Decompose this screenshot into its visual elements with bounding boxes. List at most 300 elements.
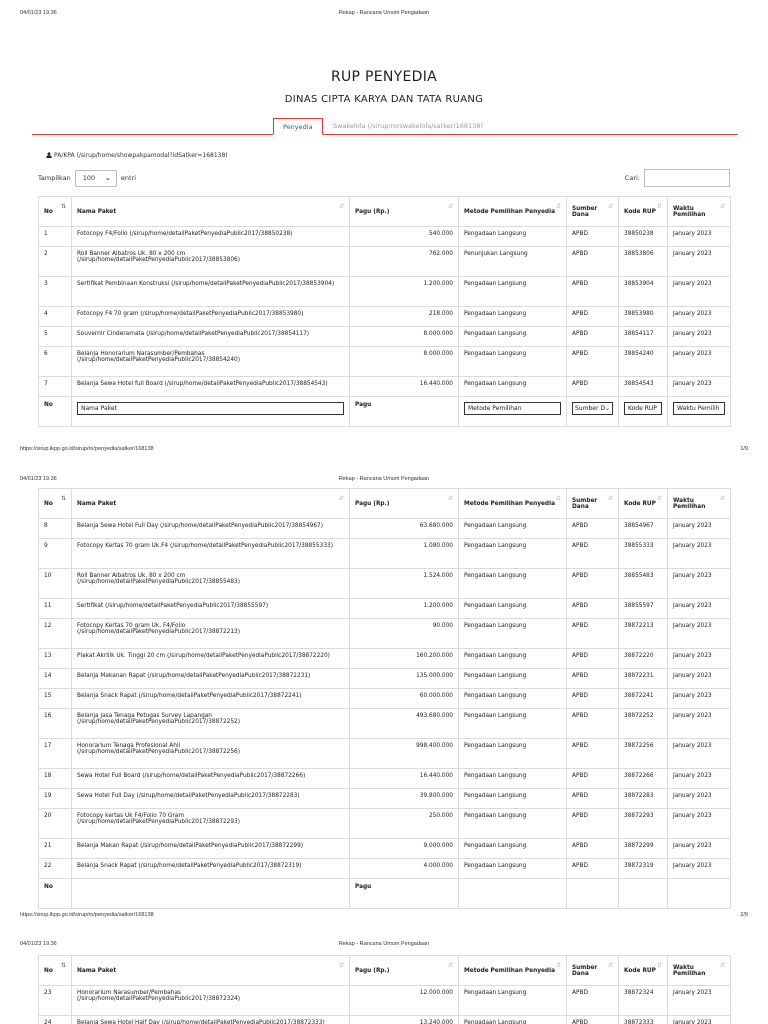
header-label: Sumber Dana (572, 205, 598, 218)
print-page-number: 2/9 (740, 912, 748, 918)
row-pagu: 12.000.000 (350, 986, 459, 1016)
row-no: 1 (39, 227, 72, 247)
row-pagu: 998.400.000 (350, 739, 459, 769)
row-no: 7 (39, 377, 72, 397)
row-no: 3 (39, 277, 72, 307)
row-pagu: 160.200.000 (350, 649, 459, 669)
header-label: Pagu (Rp.) (355, 208, 390, 215)
entries-select-value: 100 (82, 173, 96, 182)
header-col-waktu[interactable] (668, 489, 731, 519)
row-waktu: January 2023 (668, 649, 731, 669)
row-nama-paket[interactable]: Sewa Hotel Full Day (/sirup/home/detailPaketPenyediaPublic2017/38872283) (72, 789, 350, 809)
row-sumber-dana: APBD (567, 327, 619, 347)
row-waktu: January 2023 (668, 619, 731, 649)
row-nama-paket[interactable]: Belanja Sewa Hotel Full Day (/sirup/home/detailPaketPenyediaPublic2017/38854967) (72, 519, 350, 539)
table-row (39, 519, 731, 539)
footer-no-label: No (39, 879, 72, 909)
row-pagu: 9.000.000 (350, 839, 459, 859)
table-row (39, 859, 731, 879)
row-metode: Pengadaan Langsung (459, 569, 567, 599)
row-metode: Pengadaan Langsung (459, 619, 567, 649)
row-nama-paket[interactable]: Sewa Hotel Full Board (/sirup/home/detailPaketPenyediaPublic2017/38872266) (72, 769, 350, 789)
row-pagu: 250.000 (350, 809, 459, 839)
row-waktu: January 2023 (668, 739, 731, 769)
row-metode: Penunjukan Langsung (459, 247, 567, 277)
row-pagu: 493.680.000 (350, 709, 459, 739)
entries-length-control (38, 169, 136, 187)
row-kode-rup: 38853980 (619, 307, 668, 327)
filter-metode-input[interactable]: Metode Pemilihan (464, 402, 561, 415)
table-row (39, 277, 731, 307)
table-row (39, 709, 731, 739)
pa-kpa-label: PA/KPA (/sirup/home/showpakpamodal?idSatker=168138) (54, 152, 228, 159)
row-sumber-dana: APBD (567, 347, 619, 377)
sort-icon: ⇵ (656, 203, 662, 210)
row-waktu: January 2023 (668, 247, 731, 277)
header-label: Nama Paket (77, 208, 117, 215)
sort-icon: ⇵ (555, 495, 561, 502)
header-label: Sumber Dana (572, 497, 598, 510)
table-row (39, 327, 731, 347)
sort-icon: ⇵ (607, 962, 613, 969)
row-no: 13 (39, 649, 72, 669)
table-row (39, 247, 731, 277)
table-header-row (39, 197, 731, 227)
row-metode: Pengadaan Langsung (459, 709, 567, 739)
row-sumber-dana: APBD (567, 569, 619, 599)
filter-nama-input[interactable]: Nama Paket (77, 402, 344, 415)
row-pagu: 16.440.000 (350, 769, 459, 789)
table-row (39, 539, 731, 569)
header-col-kode-rup[interactable] (619, 197, 668, 227)
search-input[interactable] (644, 169, 730, 187)
row-kode-rup: 38854117 (619, 327, 668, 347)
table-row (39, 569, 731, 599)
row-sumber-dana: APBD (567, 599, 619, 619)
table-row (39, 789, 731, 809)
row-kode-rup: 38854967 (619, 519, 668, 539)
row-sumber-dana: APBD (567, 809, 619, 839)
row-sumber-dana: APBD (567, 539, 619, 569)
sort-icon: ⇵ (656, 962, 662, 969)
row-waktu: January 2023 (668, 859, 731, 879)
header-col-pagu[interactable] (350, 956, 459, 986)
row-pagu: 1.200.000 (350, 599, 459, 619)
sort-icon: ⇵ (555, 203, 561, 210)
row-metode: Pengadaan Langsung (459, 377, 567, 397)
print-doc-title: Rekap - Rancana Umum Pengadaan (338, 476, 430, 482)
row-pagu: 218.000 (350, 307, 459, 327)
row-waktu: January 2023 (668, 669, 731, 689)
row-sumber-dana: APBD (567, 839, 619, 859)
sort-icon: ⇅ (60, 495, 66, 502)
header-label: No (44, 967, 53, 974)
row-kode-rup: 38853904 (619, 277, 668, 307)
sort-icon: ⇵ (656, 495, 662, 502)
header-label: No (44, 208, 53, 215)
row-pagu: 135.000.000 (350, 669, 459, 689)
sort-icon: ⇵ (338, 495, 344, 502)
row-waktu: January 2023 (668, 539, 731, 569)
row-kode-rup: 38872252 (619, 709, 668, 739)
row-kode-rup: 38855333 (619, 539, 668, 569)
row-kode-rup: 38854543 (619, 377, 668, 397)
row-sumber-dana: APBD (567, 227, 619, 247)
row-nama-paket[interactable]: Belanja Jasa Tenaga Petugas Survey Lapangan (/sirup/home/detailPaketPenyediaPublic2017/38872252) (72, 709, 350, 739)
header-label: Metode Pemilihan Penyedia (464, 500, 555, 507)
row-nama-paket[interactable]: Plakat Akrilik Uk. Tinggi 20 cm (/sirup/home/detailPaketPenyediaPublic2017/38872220) (72, 649, 350, 669)
print-doc-title: Rekap - Rancana Umum Pengadaan (338, 941, 430, 947)
sort-icon: ⇵ (607, 495, 613, 502)
row-no: 17 (39, 739, 72, 769)
table-row (39, 809, 731, 839)
row-waktu: January 2023 (668, 769, 731, 789)
print-url: https://sirup.lkpp.go.id/sirup/ro/penyedia/satker/168138 (20, 912, 154, 918)
row-waktu: January 2023 (668, 327, 731, 347)
row-nama-paket[interactable]: Roll Banner Albatros Uk. 80 x 200 cm (/sirup/home/detailPaketPenyediaPublic2017/38853806) (72, 247, 350, 277)
row-kode-rup: 38872241 (619, 689, 668, 709)
entries-select[interactable] (75, 170, 117, 187)
row-kode-rup: 38872333 (619, 1016, 668, 1024)
row-nama-paket[interactable]: Belanja Makanan Rapat (/sirup/home/detailPaketPenyediaPublic2017/38872231) (72, 669, 350, 689)
row-no: 14 (39, 669, 72, 689)
row-metode: Pengadaan Langsung (459, 347, 567, 377)
row-no: 4 (39, 307, 72, 327)
header-label: Pagu (Rp.) (355, 500, 390, 507)
row-no: 23 (39, 986, 72, 1016)
print-datetime: 04/01/23 19.36 (20, 10, 57, 16)
row-waktu: January 2023 (668, 377, 731, 397)
row-pagu: 8.000.000 (350, 327, 459, 347)
header-label: Kode RUP (624, 208, 656, 215)
table-row (39, 307, 731, 327)
header-label: Waktu Pemilihan (673, 497, 706, 510)
row-waktu: January 2023 (668, 347, 731, 377)
header-col-kode-rup[interactable] (619, 956, 668, 986)
chevron-down-icon: ⌄ (104, 173, 111, 182)
header-col-pagu[interactable] (350, 197, 459, 227)
header-label: Waktu Pemilihan (673, 964, 706, 977)
filter-kode-input[interactable]: Kode RUP (624, 402, 662, 415)
row-sumber-dana: APBD (567, 859, 619, 879)
row-nama-paket[interactable]: Belanja Snack Rapat (/sirup/home/detailPaketPenyediaPublic2017/38872319) (72, 859, 350, 879)
tab-swakelola[interactable]: Swakelola (/sirup/ro/swakelola/satker/168138) (333, 122, 483, 130)
sort-icon: ⇵ (447, 495, 453, 502)
page-title: RUP PENYEDIA (330, 69, 438, 85)
chevron-down-icon: ⌄ (604, 405, 610, 412)
header-label: Nama Paket (77, 500, 117, 507)
row-waktu: January 2023 (668, 227, 731, 247)
row-kode-rup: 38872319 (619, 859, 668, 879)
row-no: 24 (39, 1016, 72, 1024)
row-sumber-dana: APBD (567, 519, 619, 539)
row-no: 11 (39, 599, 72, 619)
row-metode: Pengadaan Langsung (459, 327, 567, 347)
row-waktu: January 2023 (668, 519, 731, 539)
row-pagu: 1.080.000 (350, 539, 459, 569)
sort-icon: ⇵ (447, 203, 453, 210)
row-nama-paket[interactable]: Belanja Sewa Hotel Half Day (/sirup/home/detailPaketPenyediaPublic2017/38872333) (72, 1016, 350, 1024)
row-nama-paket[interactable]: Roll Banner Albatros Uk. 80 x 200 cm (/sirup/home/detailPaketPenyediaPublic2017/38855483) (72, 569, 350, 599)
sort-icon: ⇵ (719, 962, 725, 969)
row-pagu: 1.200.000 (350, 277, 459, 307)
row-nama-paket[interactable]: Belanja Sewa Hotel full Board (/sirup/home/detailPaketPenyediaPublic2017/38854543) (72, 377, 350, 397)
row-waktu: January 2023 (668, 839, 731, 859)
row-kode-rup: 38872299 (619, 839, 668, 859)
row-waktu: January 2023 (668, 709, 731, 739)
filter-sumber-value: Sumber D (575, 405, 605, 412)
row-sumber-dana: APBD (567, 669, 619, 689)
table-row (39, 649, 731, 669)
row-waktu: January 2023 (668, 569, 731, 599)
table-row (39, 347, 731, 377)
sort-icon: ⇵ (719, 495, 725, 502)
row-waktu: January 2023 (668, 1016, 731, 1024)
row-pagu: 540.000 (350, 227, 459, 247)
row-metode: Pengadaan Langsung (459, 739, 567, 769)
row-metode: Pengadaan Langsung (459, 986, 567, 1016)
row-nama-paket[interactable]: Fotocopy F4/Folio (/sirup/home/detailPaketPenyediaPublic2017/38850238) (72, 227, 350, 247)
table-row (39, 839, 731, 859)
table-row (39, 769, 731, 789)
row-metode: Pengadaan Langsung (459, 689, 567, 709)
row-no: 6 (39, 347, 72, 377)
filter-no-label: No (39, 397, 72, 427)
table-body (39, 986, 731, 1024)
row-kode-rup: 38872256 (619, 739, 668, 769)
row-pagu: 8.000.000 (350, 347, 459, 377)
header-col-waktu[interactable] (668, 197, 731, 227)
header-col-no[interactable] (39, 197, 72, 227)
row-no: 22 (39, 859, 72, 879)
sort-icon: ⇵ (447, 962, 453, 969)
header-col-nama-paket[interactable] (72, 956, 350, 986)
header-col-metode[interactable] (459, 489, 567, 519)
row-nama-paket[interactable]: Fotocopy Kertas 70 gram Uk.F4 (/sirup/home/detailPaketPenyediaPublic2017/38855333) (72, 539, 350, 569)
search-label: Cari: (624, 174, 640, 182)
table-row (39, 619, 731, 649)
row-sumber-dana: APBD (567, 1016, 619, 1024)
row-kode-rup: 38853806 (619, 247, 668, 277)
row-waktu: January 2023 (668, 307, 731, 327)
header-col-sumber-dana[interactable] (567, 956, 619, 986)
row-sumber-dana: APBD (567, 769, 619, 789)
header-label: Kode RUP (624, 500, 656, 507)
package-table-page-2 (38, 488, 731, 909)
row-kode-rup: 38850238 (619, 227, 668, 247)
filter-row (39, 397, 731, 427)
header-col-waktu[interactable] (668, 956, 731, 986)
header-label: Metode Pemilihan Penyedia (464, 208, 555, 215)
print-datetime: 04/01/23 19.36 (20, 476, 57, 482)
row-waktu: January 2023 (668, 986, 731, 1016)
filter-waktu-input[interactable]: Waktu Pemilih (673, 402, 725, 415)
row-no: 20 (39, 809, 72, 839)
tab-penyedia[interactable]: Penyedia (273, 118, 323, 135)
header-col-metode[interactable] (459, 956, 567, 986)
sort-icon: ⇵ (338, 962, 344, 969)
header-label: Pagu (Rp.) (355, 967, 390, 974)
row-no: 12 (39, 619, 72, 649)
header-col-nama-paket[interactable] (72, 197, 350, 227)
sort-icon: ⇵ (719, 203, 725, 210)
show-suffix: entri (120, 174, 137, 182)
print-datetime: 04/01/23 19.36 (20, 941, 57, 947)
row-metode: Pengadaan Langsung (459, 227, 567, 247)
row-metode: Pengadaan Langsung (459, 839, 567, 859)
row-metode: Pengadaan Langsung (459, 277, 567, 307)
header-label: No (44, 500, 53, 507)
print-page-number: 1/9 (740, 446, 748, 452)
table-row (39, 739, 731, 769)
header-label: Kode RUP (624, 967, 656, 974)
row-nama-paket[interactable]: Souvernir Cinderamata (/sirup/home/detailPaketPenyediaPublic2017/38854117) (72, 327, 350, 347)
row-no: 15 (39, 689, 72, 709)
row-sumber-dana: APBD (567, 619, 619, 649)
show-prefix: Tampilkan (38, 174, 71, 182)
row-kode-rup: 38872231 (619, 669, 668, 689)
table-row (39, 986, 731, 1016)
sort-icon: ⇅ (60, 962, 66, 969)
print-url: https://sirup.lkpp.go.id/sirup/ro/penyedia/satker/168138 (20, 446, 154, 452)
row-metode: Pengadaan Langsung (459, 1016, 567, 1024)
row-no: 9 (39, 539, 72, 569)
row-waktu: January 2023 (668, 277, 731, 307)
row-nama-paket[interactable]: Fotocopy kertas Uk F4/Folio 70 Gram (/sirup/home/detailPaketPenyediaPublic2017/38872293) (72, 809, 350, 839)
row-kode-rup: 38872220 (619, 649, 668, 669)
header-col-no[interactable] (39, 956, 72, 986)
filter-sumber-select[interactable] (572, 402, 613, 415)
row-metode: Pengadaan Langsung (459, 769, 567, 789)
sort-icon: ⇵ (338, 203, 344, 210)
row-kode-rup: 38872283 (619, 789, 668, 809)
row-no: 21 (39, 839, 72, 859)
pa-kpa-link[interactable] (46, 152, 228, 159)
row-no: 10 (39, 569, 72, 599)
row-no: 5 (39, 327, 72, 347)
filter-pagu-label: Pagu (350, 397, 459, 427)
page-subtitle: DINAS CIPTA KARYA DAN TATA RUANG (284, 94, 484, 105)
row-no: 18 (39, 769, 72, 789)
row-pagu: 39.800.000 (350, 789, 459, 809)
row-nama-paket[interactable]: Belanja Snack Rapat (/sirup/home/detailPaketPenyediaPublic2017/38872241) (72, 689, 350, 709)
row-pagu: 1.524.000 (350, 569, 459, 599)
header-col-sumber-dana[interactable] (567, 489, 619, 519)
row-sumber-dana: APBD (567, 377, 619, 397)
row-pagu: 4.000.000 (350, 859, 459, 879)
row-metode: Pengadaan Langsung (459, 789, 567, 809)
table-row (39, 599, 731, 619)
row-waktu: January 2023 (668, 789, 731, 809)
row-metode: Pengadaan Langsung (459, 539, 567, 569)
user-icon (46, 152, 52, 158)
row-pagu: 16.440.000 (350, 377, 459, 397)
row-sumber-dana: APBD (567, 247, 619, 277)
table-body (39, 519, 731, 879)
header-col-kode-rup[interactable] (619, 489, 668, 519)
table-body (39, 227, 731, 397)
row-kode-rup: 38872324 (619, 986, 668, 1016)
row-nama-paket[interactable]: Sertifikat (/sirup/home/detailPaketPenyediaPublic2017/38855597) (72, 599, 350, 619)
row-sumber-dana: APBD (567, 789, 619, 809)
table-header-row (39, 956, 731, 986)
row-no: 2 (39, 247, 72, 277)
table-header-row (39, 489, 731, 519)
header-col-nama-paket[interactable] (72, 489, 350, 519)
row-metode: Pengadaan Langsung (459, 669, 567, 689)
row-metode: Pengadaan Langsung (459, 649, 567, 669)
row-nama-paket[interactable]: Fotocopy Kertas 70 gram Uk. F4/Folio (/sirup/home/detailPaketPenyediaPublic2017/38872213) (72, 619, 350, 649)
header-col-metode[interactable] (459, 197, 567, 227)
header-label: Sumber Dana (572, 964, 598, 977)
header-col-sumber-dana[interactable] (567, 197, 619, 227)
row-kode-rup: 38872293 (619, 809, 668, 839)
row-waktu: January 2023 (668, 599, 731, 619)
sort-icon: ⇵ (555, 962, 561, 969)
header-col-pagu[interactable] (350, 489, 459, 519)
table-row (39, 669, 731, 689)
footer-row (39, 879, 731, 909)
row-metode: Pengadaan Langsung (459, 519, 567, 539)
row-nama-paket[interactable]: Belanja Honorarium Narasumber/Pembahas (/sirup/home/detailPaketPenyediaPublic2017/38854240) (72, 347, 350, 377)
row-sumber-dana: APBD (567, 689, 619, 709)
package-table-page-3 (38, 955, 731, 1024)
header-label: Nama Paket (77, 967, 117, 974)
header-col-no[interactable] (39, 489, 72, 519)
row-no: 16 (39, 709, 72, 739)
table-row (39, 227, 731, 247)
row-kode-rup: 38854240 (619, 347, 668, 377)
row-metode: Pengadaan Langsung (459, 859, 567, 879)
row-sumber-dana: APBD (567, 709, 619, 739)
table-row (39, 689, 731, 709)
row-kode-rup: 38872213 (619, 619, 668, 649)
row-metode: Pengadaan Langsung (459, 599, 567, 619)
sort-icon: ⇵ (607, 203, 613, 210)
row-pagu: 762.000 (350, 247, 459, 277)
row-nama-paket[interactable]: Sertifikat Pembinaan Konstruksi (/sirup/home/detailPaketPenyediaPublic2017/38853904) (72, 277, 350, 307)
row-waktu: January 2023 (668, 809, 731, 839)
table-row (39, 1016, 731, 1024)
row-pagu: 63.680.000 (350, 519, 459, 539)
table-row (39, 377, 731, 397)
row-nama-paket[interactable]: Honorarium Narasumber/Pembahas (/sirup/home/detailPaketPenyediaPublic2017/38872324) (72, 986, 350, 1016)
sort-icon: ⇅ (60, 203, 66, 210)
row-pagu: 13.240.000 (350, 1016, 459, 1024)
row-nama-paket[interactable]: Honorarium Tenaga Profesional Ahli (/sirup/home/detailPaketPenyediaPublic2017/38872256) (72, 739, 350, 769)
header-label: Metode Pemilihan Penyedia (464, 967, 555, 974)
row-kode-rup: 38855597 (619, 599, 668, 619)
row-nama-paket[interactable]: Fotocopy F4 70 gram (/sirup/home/detailPaketPenyediaPublic2017/38853980) (72, 307, 350, 327)
package-table-page-1 (38, 196, 731, 427)
row-waktu: January 2023 (668, 689, 731, 709)
row-kode-rup: 38872266 (619, 769, 668, 789)
row-sumber-dana: APBD (567, 739, 619, 769)
row-no: 8 (39, 519, 72, 539)
print-doc-title: Rekap - Rancana Umum Pengadaan (338, 10, 430, 16)
footer-pagu-label: Pagu (350, 879, 459, 909)
search-control (625, 169, 730, 187)
row-nama-paket[interactable]: Belanja Makan Rapat (/sirup/home/detailPaketPenyediaPublic2017/38872299) (72, 839, 350, 859)
row-sumber-dana: APBD (567, 986, 619, 1016)
row-sumber-dana: APBD (567, 649, 619, 669)
row-kode-rup: 38855483 (619, 569, 668, 599)
row-metode: Pengadaan Langsung (459, 809, 567, 839)
row-sumber-dana: APBD (567, 307, 619, 327)
row-metode: Pengadaan Langsung (459, 307, 567, 327)
row-no: 19 (39, 789, 72, 809)
tab-bar (32, 118, 738, 135)
